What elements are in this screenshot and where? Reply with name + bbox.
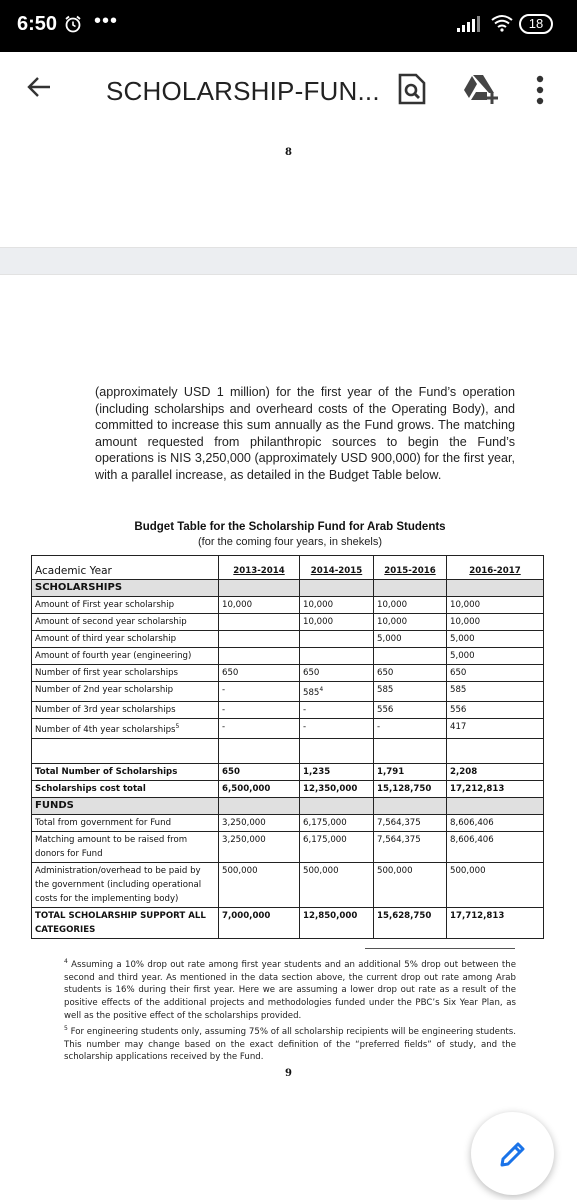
- table-caption: Budget Table for the Scholarship Fund for Arab Students: [134, 521, 446, 533]
- row-value: 8,606,406: [447, 831, 544, 862]
- row-value: $585^4$: [300, 682, 374, 702]
- academic-year-label: Academic Year: [32, 556, 219, 580]
- year-header: 2014-2015: [300, 556, 374, 580]
- row-value: 10,000: [300, 597, 374, 614]
- back-arrow-icon[interactable]: [26, 74, 52, 100]
- row-value: 10,000: [447, 597, 544, 614]
- row-value: 556: [447, 701, 544, 718]
- table-row: [32, 862, 544, 907]
- row-value: 5,000: [447, 648, 544, 665]
- section-filler: [447, 580, 544, 597]
- spacer-row: [32, 738, 544, 763]
- row-label: Administration/overhead to be paid by the government (including operational costs for the implementing body): [32, 862, 219, 907]
- row-value: 585: [374, 682, 447, 702]
- row-value: 650: [219, 665, 300, 682]
- footnote-mark: 4: [64, 958, 68, 965]
- row-value: 12,350,000: [300, 780, 374, 797]
- row-label: Number of 2nd year scholarship: [32, 682, 219, 702]
- row-value: 6,500,000: [219, 780, 300, 797]
- row-value: 3,250,000: [219, 831, 300, 862]
- section-row: [32, 797, 544, 814]
- notification-dots: •••: [94, 10, 119, 32]
- row-label: Scholarships cost total: [32, 780, 219, 797]
- table-row: [32, 648, 544, 665]
- row-value: [300, 648, 374, 665]
- footnote-divider: [365, 948, 515, 949]
- row-value: 12,850,000: [300, 907, 374, 938]
- edit-fab-button[interactable]: [471, 1112, 554, 1195]
- row-value: -: [300, 701, 374, 718]
- row-value: 5,000: [374, 631, 447, 648]
- row-value: [219, 648, 300, 665]
- page-separator: [0, 247, 577, 275]
- footnote: [64, 1023, 516, 1064]
- row-value: 585: [447, 682, 544, 702]
- row-value: [374, 648, 447, 665]
- row-value: [219, 631, 300, 648]
- row-value: 650: [219, 763, 300, 780]
- row-value: 500,000: [447, 862, 544, 907]
- table-subcaption: (for the coming four years, in shekels): [197, 536, 383, 548]
- row-value: 500,000: [219, 862, 300, 907]
- row-value: 417: [447, 718, 544, 738]
- row-value: -: [300, 718, 374, 738]
- row-label: Matching amount to be raised from donors for Fund: [32, 831, 219, 862]
- row-value: 1,235: [300, 763, 374, 780]
- spacer-cell: [300, 738, 374, 763]
- table-row: [32, 831, 544, 862]
- add-to-drive-icon[interactable]: [463, 73, 499, 105]
- row-value: 1,791: [374, 763, 447, 780]
- wifi-icon: [491, 14, 513, 32]
- row-value: [219, 614, 300, 631]
- budget-table: [31, 555, 544, 939]
- row-value: 556: [374, 701, 447, 718]
- table-header-row: [32, 556, 544, 580]
- row-value: 650: [374, 665, 447, 682]
- row-label: Amount of fourth year (engineering): [32, 648, 219, 665]
- table-row: [32, 907, 544, 938]
- signal-icon: [457, 16, 483, 32]
- footnote-mark: 5: [64, 1024, 68, 1032]
- row-value: 650: [300, 665, 374, 682]
- row-value: 500,000: [300, 862, 374, 907]
- year-header: 2015-2016: [374, 556, 447, 580]
- table-row: [32, 682, 544, 702]
- footnotes: [64, 956, 516, 1064]
- year-header: 2016-2017: [447, 556, 544, 580]
- table-row: [32, 780, 544, 797]
- row-value: -: [374, 718, 447, 738]
- battery-indicator: 18: [519, 14, 553, 34]
- table-row: [32, 763, 544, 780]
- table-row: [32, 614, 544, 631]
- footnote: [64, 956, 516, 1023]
- spacer-cell: [447, 738, 544, 763]
- row-value: 7,564,375: [374, 814, 447, 831]
- row-value: 650: [447, 665, 544, 682]
- row-value: 10,000: [300, 614, 374, 631]
- row-value: 17,212,813: [447, 780, 544, 797]
- row-value: 3,250,000: [219, 814, 300, 831]
- funds-section-header: FUNDS: [32, 797, 219, 814]
- edit-pencil-icon: [499, 1140, 527, 1168]
- row-value: 10,000: [374, 614, 447, 631]
- more-vert-icon[interactable]: [535, 74, 545, 106]
- spacer-cell: [219, 738, 300, 763]
- status-bar: [0, 0, 577, 52]
- spacer-cell: [374, 738, 447, 763]
- section-filler: [374, 580, 447, 597]
- row-label: TOTAL SCHOLARSHIP SUPPORT ALL CATEGORIES: [32, 907, 219, 938]
- row-value: 10,000: [447, 614, 544, 631]
- row-value: -: [219, 701, 300, 718]
- footnote-text: Assuming a 10% drop out rate among first year students and an additional 5% drop out between the second and third year. As mentioned in the data section above, the current drop out rate among Arab students is 16% during their first year. Here we are assuming a lower drop out rate as a result of the positive effects of the additional projects and methodologies funded under the PBC’s Six Year Plan, as well as the positive effect of the scholarships provided.: [64, 959, 516, 1022]
- section-filler: [300, 797, 374, 814]
- row-value: -: [219, 682, 300, 702]
- section-filler: [374, 797, 447, 814]
- row-label: Total Number of Scholarships: [32, 763, 219, 780]
- table-row: [32, 718, 544, 738]
- row-value: 8,606,406: [447, 814, 544, 831]
- find-in-page-icon[interactable]: [398, 73, 426, 105]
- footnote-ref: 5: [175, 722, 180, 730]
- row-value: [300, 631, 374, 648]
- footnote-ref: 4: [319, 686, 324, 693]
- row-label: Total from government for Fund: [32, 814, 219, 831]
- row-label: Amount of First year scholarship: [32, 597, 219, 614]
- row-value: -: [219, 718, 300, 738]
- year-header: 2013-2014: [219, 556, 300, 580]
- page-number-bottom: 9: [285, 1068, 292, 1079]
- row-value: 10,000: [219, 597, 300, 614]
- row-label: Amount of third year scholarship: [32, 631, 219, 648]
- section-row: [32, 580, 544, 597]
- section-filler: [219, 797, 300, 814]
- row-label: Number of 3rd year scholarships: [32, 701, 219, 718]
- page-number-top: 8: [285, 147, 292, 158]
- status-time: 6:50: [17, 13, 58, 35]
- table-row: [32, 665, 544, 682]
- body-paragraph: (approximately USD 1 million) for the first year of the Fund’s operation (including scholarships and overheard costs of the Operating Body), and committed to increase this sum annually as the Fund grows. The matching amount requested from philanthropic sources to begin the Fund’s operations is NIS 3,250,000 (approximately USD 900,000) for the first year, with a parallel increase, as detailed in the Budget Table below.: [95, 385, 515, 482]
- document-title: SCHOLARSHIP-FUN...: [106, 76, 380, 106]
- row-value: 6,175,000: [300, 814, 374, 831]
- row-value: 2,208: [447, 763, 544, 780]
- row-value: 7,564,375: [374, 831, 447, 862]
- table-row: [32, 597, 544, 614]
- row-label: Number of first year scholarships: [32, 665, 219, 682]
- alarm-icon: [64, 15, 82, 33]
- row-label: Amount of second year scholarship: [32, 614, 219, 631]
- table-row: [32, 631, 544, 648]
- row-value: 6,175,000: [300, 831, 374, 862]
- section-filler: [219, 580, 300, 597]
- row-value: 10,000: [374, 597, 447, 614]
- row-value: 17,712,813: [447, 907, 544, 938]
- table-row: [32, 701, 544, 718]
- section-filler: [300, 580, 374, 597]
- scholarships-section-header: SCHOLARSHIPS: [32, 580, 219, 597]
- app-bar: [0, 52, 577, 130]
- row-value: 7,000,000: [219, 907, 300, 938]
- section-filler: [447, 797, 544, 814]
- row-value: 15,628,750: [374, 907, 447, 938]
- spacer-cell: [32, 738, 219, 763]
- row-label: Number of 4th year scholarships$^5$: [32, 718, 219, 738]
- table-row: [32, 814, 544, 831]
- row-value: 5,000: [447, 631, 544, 648]
- row-value: 500,000: [374, 862, 447, 907]
- row-value: 15,128,750: [374, 780, 447, 797]
- footnote-text: For engineering students only, assuming 75% of all scholarship recipients will be engineering students. This number may change based on the exact definition of the “preferred fields” of study, and the scholarship applications received by the Fund.: [64, 1026, 516, 1063]
